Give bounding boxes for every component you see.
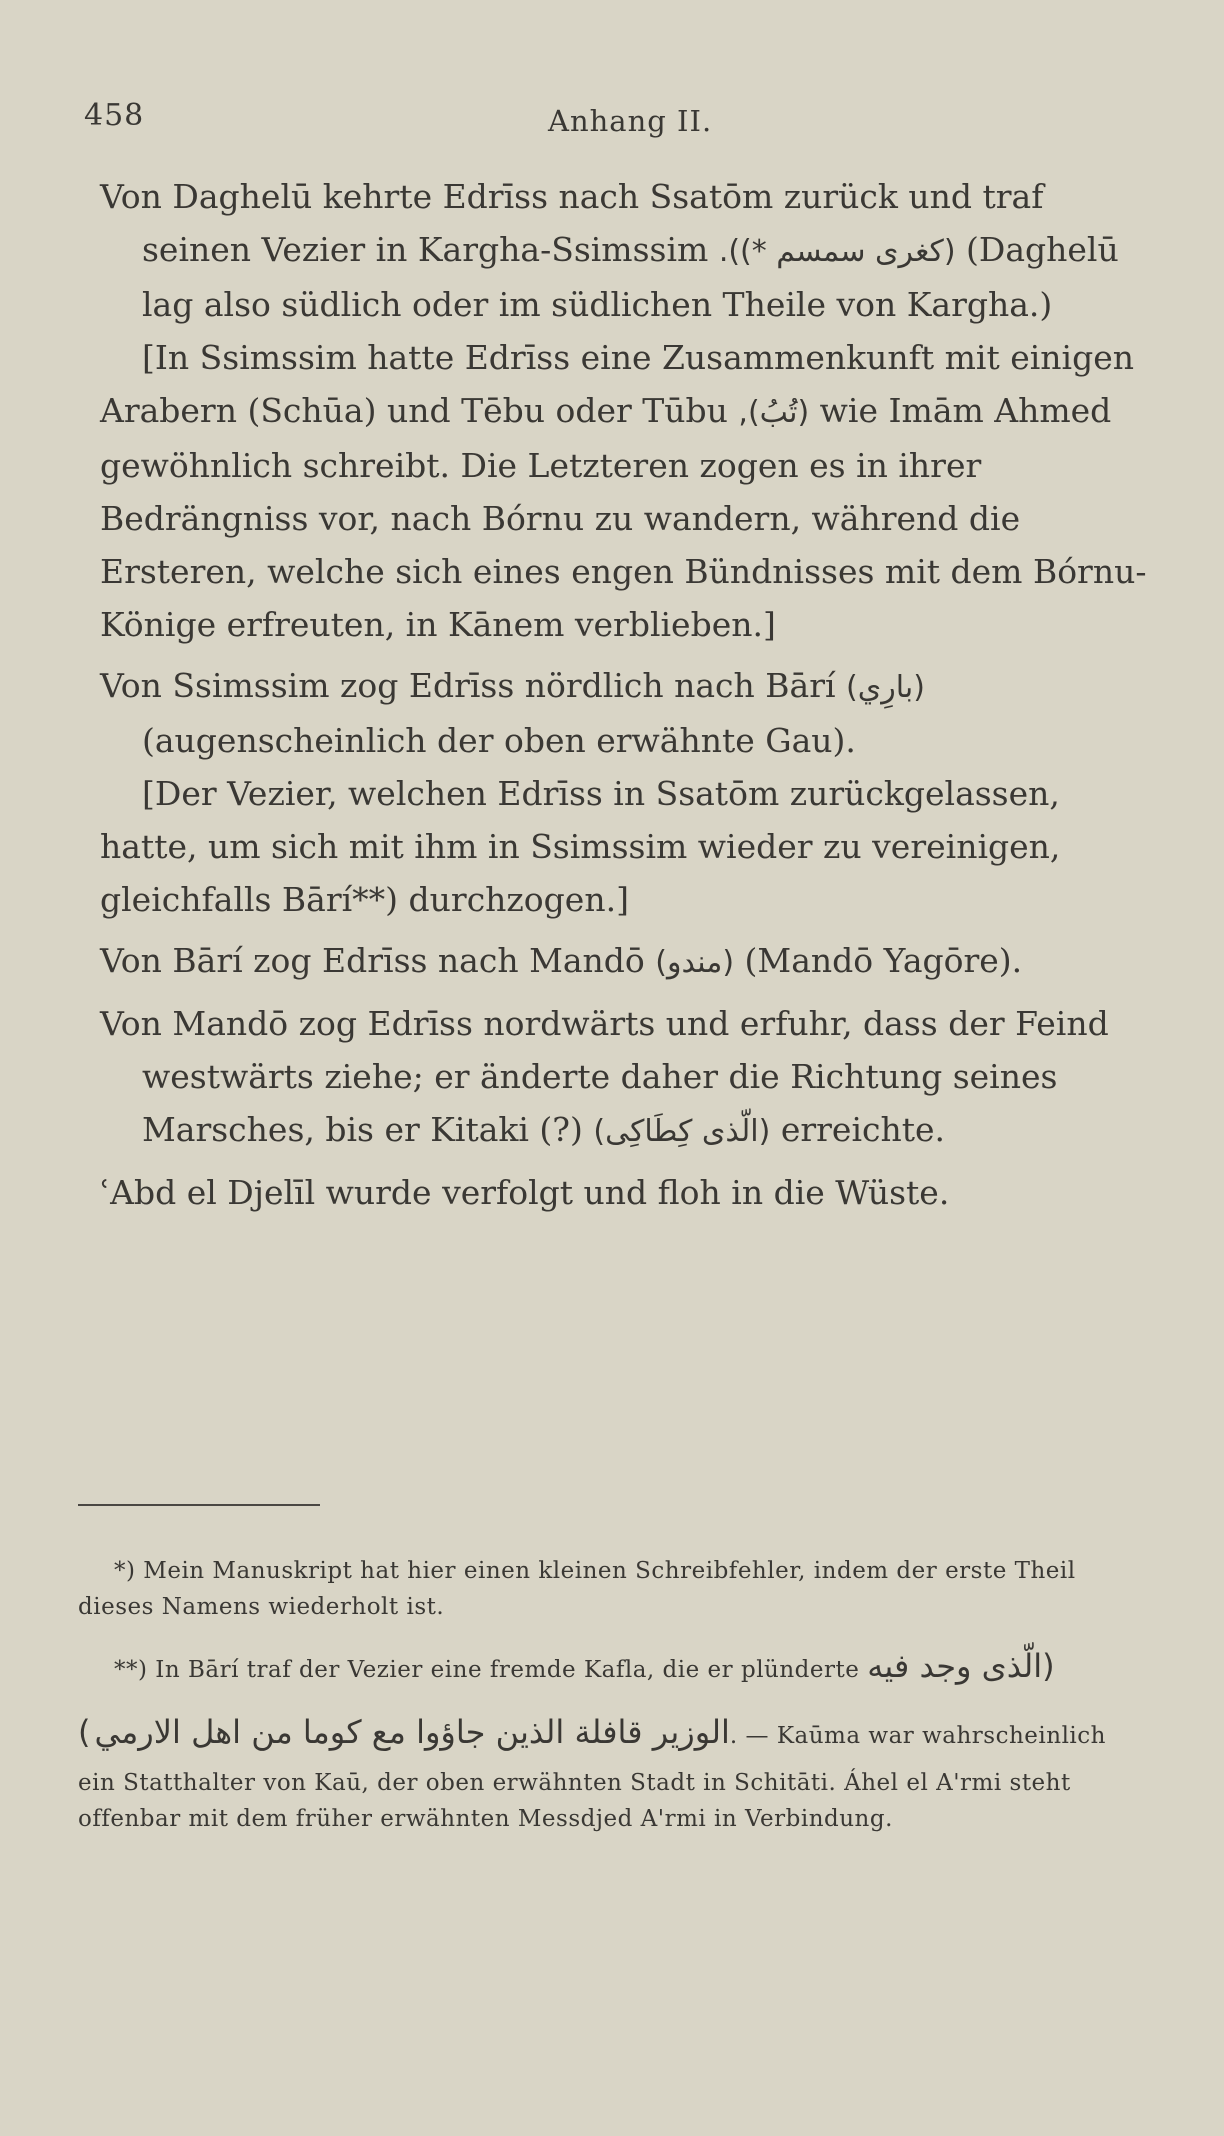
paragraph-text: Von Daghelū kehrte Edrīss nach Ssatōm zurück und traf seinen Vezier in Kargha-Ssimssim — [100, 177, 1044, 269]
paragraph-text: (augenscheinlich der oben erwähnte Gau). — [142, 721, 856, 760]
footnote-text: **) In Bārí traf der Vezier eine fremde Kafla, die er plünderte — [114, 1657, 868, 1683]
paragraph-mando — [100, 934, 1152, 989]
arabic-quotation: (الّذى وجد فيه الوزير قافلة الذين جاؤوا مع كوما من اهل الارمي) — [78, 1647, 1059, 1751]
paragraph-text: (Daghelū lag also südlich oder im südlichen Theile von Kargha.) — [142, 230, 1119, 324]
arabic-inline: (كغرى سمسم *)). — [718, 234, 956, 269]
paragraph-text: Von Bārí zog Edrīss nach Mandō — [100, 941, 656, 980]
arabic-inline: (الّذى كِطَاكِى) — [593, 1114, 771, 1149]
paragraph-vezier — [100, 767, 1152, 926]
paragraph-ssimssim-meeting — [100, 331, 1152, 651]
paragraph-text: erreichte. — [770, 1110, 946, 1149]
footnote-text: . — Kaūma war wahrscheinlich ein Statthalter von Kaū, der oben erwähnten Stadt in Schitāti. Áhel el A'rmi steht offenbar mit dem früher erwähnten Messdjed A'rmi in Verbindung. — [78, 1723, 1106, 1832]
main-text — [100, 170, 1152, 1219]
paragraph-text: Von Mandō zog Edrīss nordwärts und erfuhr, dass der Feind westwärts ziehe; er änderte daher die Richtung seines Marsches, bis er Kitaki (?) — [100, 1004, 1109, 1149]
paragraph-bari — [100, 659, 1152, 767]
footnotes — [78, 1553, 1142, 1837]
running-title: Anhang II. — [548, 104, 713, 138]
arabic-inline: (تُبُ), — [738, 395, 810, 430]
paragraph-kitaki — [100, 997, 1152, 1158]
paragraph-text: wie Imām Ahmed gewöhnlich schreibt. Die Letzteren zogen es in ihrer Bedrängniss vor, nach Bórnu zu wandern, während die Ersteren, welche sich eines engen Bündnisses mit dem Bórnu-Könige erfreuten, in Kānem verblieben.] — [100, 391, 1147, 644]
paragraph-text: (Mandō Yagōre). — [734, 941, 1023, 980]
footnote-divider — [78, 1504, 320, 1506]
paragraph-abd-el-djelil — [100, 1166, 1152, 1219]
footnote-1: *) Mein Manuskript hat hier einen kleinen Schreibfehler, indem der erste Theil dieses Namens wiederholt ist. — [78, 1558, 1076, 1620]
paragraph-text: [Der Vezier, welchen Edrīss in Ssatōm zurückgelassen, hatte, um sich mit ihm in Ssimssim wieder zu vereinigen, gleichfalls Bārí**) durchzogen.] — [100, 774, 1061, 919]
paragraph-text: Von Ssimssim zog Edrīss nördlich nach Bārí — [100, 666, 847, 705]
paragraph-text: ʿAbd el Djelīl wurde verfolgt und floh in die Wüste. — [100, 1173, 950, 1212]
paragraph-text: [In Ssimssim hatte Edrīss eine Zusammenkunft mit einigen Arabern (Schūa) und Tēbu oder Tūbu — [100, 338, 1134, 430]
paragraph-daghelu — [100, 170, 1152, 331]
footnote-2 — [78, 1633, 1142, 1837]
arabic-inline: (مندو) — [655, 945, 735, 980]
page-number: 458 — [84, 98, 145, 133]
arabic-inline: (بارِي) — [846, 670, 925, 705]
